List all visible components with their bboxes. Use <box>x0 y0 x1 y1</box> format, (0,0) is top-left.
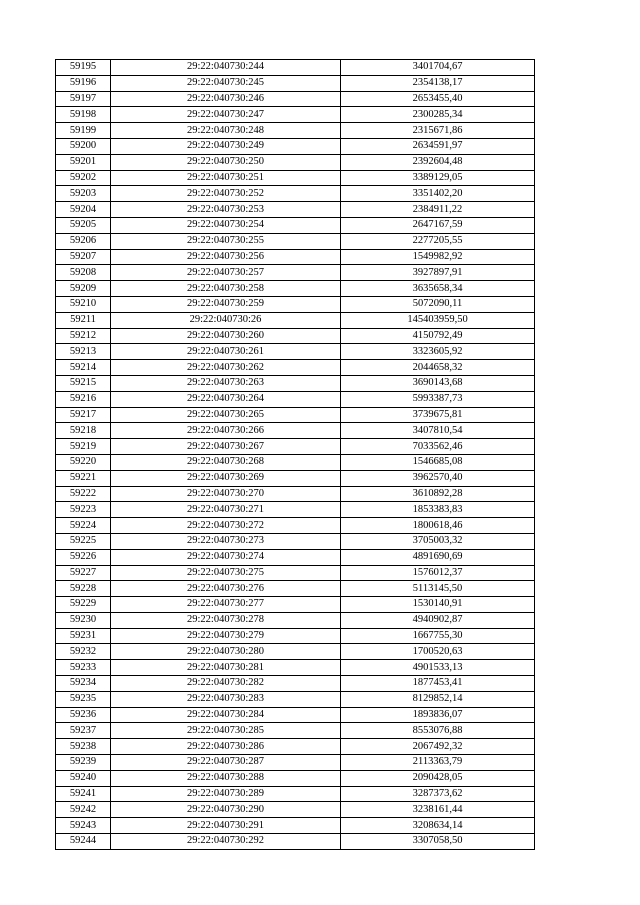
cadastral-value-cell: 3635658,34 <box>341 281 535 297</box>
row-id-cell: 59239 <box>56 755 111 771</box>
row-id-cell: 59210 <box>56 296 111 312</box>
cadastral-value-cell: 2067492,32 <box>341 739 535 755</box>
table-row <box>56 502 535 518</box>
cadastral-value-cell: 2647167,59 <box>341 217 535 233</box>
cadastral-value-cell: 3351402,20 <box>341 186 535 202</box>
cadastral-number-cell: 29:22:040730:275 <box>111 565 341 581</box>
cadastral-number-cell: 29:22:040730:256 <box>111 249 341 265</box>
table-row <box>56 328 535 344</box>
cadastral-number-cell: 29:22:040730:265 <box>111 407 341 423</box>
table-row <box>56 533 535 549</box>
cadastral-number-cell: 29:22:040730:258 <box>111 281 341 297</box>
row-id-cell: 59225 <box>56 533 111 549</box>
table-row <box>56 739 535 755</box>
cadastral-number-cell: 29:22:040730:266 <box>111 423 341 439</box>
cadastral-number-cell: 29:22:040730:288 <box>111 770 341 786</box>
row-id-cell: 59242 <box>56 802 111 818</box>
cadastral-value-cell: 3307058,50 <box>341 834 535 850</box>
cadastral-value-cell: 2044658,32 <box>341 360 535 376</box>
table-row <box>56 186 535 202</box>
row-id-cell: 59203 <box>56 186 111 202</box>
table-row <box>56 691 535 707</box>
table-row <box>56 549 535 565</box>
table-row <box>56 107 535 123</box>
cadastral-number-cell: 29:22:040730:251 <box>111 170 341 186</box>
cadastral-number-cell: 29:22:040730:273 <box>111 533 341 549</box>
cadastral-value-cell: 1700520,63 <box>341 644 535 660</box>
table-row <box>56 312 535 328</box>
table-row <box>56 407 535 423</box>
table-row <box>56 676 535 692</box>
row-id-cell: 59230 <box>56 612 111 628</box>
table-row <box>56 375 535 391</box>
cadastral-number-cell: 29:22:040730:245 <box>111 75 341 91</box>
table-row <box>56 170 535 186</box>
cadastral-value-cell: 2277205,55 <box>341 233 535 249</box>
cadastral-value-cell: 3962570,40 <box>341 470 535 486</box>
cadastral-number-cell: 29:22:040730:254 <box>111 217 341 233</box>
cadastral-value-cell: 1877453,41 <box>341 676 535 692</box>
row-id-cell: 59208 <box>56 265 111 281</box>
cadastral-value-cell: 2113363,79 <box>341 755 535 771</box>
cadastral-number-cell: 29:22:040730:262 <box>111 360 341 376</box>
cadastral-number-cell: 29:22:040730:246 <box>111 91 341 107</box>
row-id-cell: 59214 <box>56 360 111 376</box>
cadastral-value-cell: 1893836,07 <box>341 707 535 723</box>
cadastral-value-cell: 3610892,28 <box>341 486 535 502</box>
row-id-cell: 59221 <box>56 470 111 486</box>
cadastral-value-cell: 2653455,40 <box>341 91 535 107</box>
cadastral-value-cell: 3739675,81 <box>341 407 535 423</box>
cadastral-value-cell: 1530140,91 <box>341 597 535 613</box>
cadastral-value-cell: 2634591,97 <box>341 138 535 154</box>
row-id-cell: 59220 <box>56 454 111 470</box>
row-id-cell: 59205 <box>56 217 111 233</box>
cadastral-value-cell: 2090428,05 <box>341 770 535 786</box>
table-row <box>56 391 535 407</box>
row-id-cell: 59218 <box>56 423 111 439</box>
table-row <box>56 281 535 297</box>
table-row <box>56 91 535 107</box>
table-row <box>56 470 535 486</box>
table-row <box>56 296 535 312</box>
cadastral-number-cell: 29:22:040730:261 <box>111 344 341 360</box>
cadastral-value-cell: 3238161,44 <box>341 802 535 818</box>
cadastral-number-cell: 29:22:040730:287 <box>111 755 341 771</box>
cadastral-number-cell: 29:22:040730:253 <box>111 202 341 218</box>
row-id-cell: 59240 <box>56 770 111 786</box>
table-row <box>56 518 535 534</box>
cadastral-value-table <box>55 59 535 850</box>
table-row <box>56 707 535 723</box>
cadastral-value-cell: 8553076,88 <box>341 723 535 739</box>
row-id-cell: 59232 <box>56 644 111 660</box>
table-row <box>56 138 535 154</box>
table-body <box>56 60 535 850</box>
table-row <box>56 660 535 676</box>
table-row <box>56 818 535 834</box>
cadastral-number-cell: 29:22:040730:263 <box>111 375 341 391</box>
cadastral-value-cell: 1800618,46 <box>341 518 535 534</box>
cadastral-value-cell: 145403959,50 <box>341 312 535 328</box>
cadastral-value-cell: 5993387,73 <box>341 391 535 407</box>
row-id-cell: 59228 <box>56 581 111 597</box>
table-container <box>55 59 535 850</box>
row-id-cell: 59235 <box>56 691 111 707</box>
cadastral-value-cell: 7033562,46 <box>341 439 535 455</box>
table-row <box>56 802 535 818</box>
cadastral-number-cell: 29:22:040730:280 <box>111 644 341 660</box>
row-id-cell: 59223 <box>56 502 111 518</box>
cadastral-number-cell: 29:22:040730:264 <box>111 391 341 407</box>
cadastral-value-cell: 1667755,30 <box>341 628 535 644</box>
cadastral-number-cell: 29:22:040730:268 <box>111 454 341 470</box>
row-id-cell: 59222 <box>56 486 111 502</box>
cadastral-number-cell: 29:22:040730:285 <box>111 723 341 739</box>
row-id-cell: 59226 <box>56 549 111 565</box>
cadastral-value-cell: 4150792,49 <box>341 328 535 344</box>
row-id-cell: 59202 <box>56 170 111 186</box>
cadastral-value-cell: 2300285,34 <box>341 107 535 123</box>
cadastral-value-cell: 3323605,92 <box>341 344 535 360</box>
cadastral-value-cell: 5113145,50 <box>341 581 535 597</box>
table-row <box>56 233 535 249</box>
row-id-cell: 59227 <box>56 565 111 581</box>
table-row <box>56 202 535 218</box>
row-id-cell: 59241 <box>56 786 111 802</box>
cadastral-value-cell: 4940902,87 <box>341 612 535 628</box>
row-id-cell: 59213 <box>56 344 111 360</box>
cadastral-number-cell: 29:22:040730:252 <box>111 186 341 202</box>
table-row <box>56 834 535 850</box>
cadastral-value-cell: 2315671,86 <box>341 123 535 139</box>
cadastral-number-cell: 29:22:040730:290 <box>111 802 341 818</box>
cadastral-number-cell: 29:22:040730:281 <box>111 660 341 676</box>
cadastral-number-cell: 29:22:040730:277 <box>111 597 341 613</box>
cadastral-value-cell: 3287373,62 <box>341 786 535 802</box>
row-id-cell: 59231 <box>56 628 111 644</box>
cadastral-number-cell: 29:22:040730:276 <box>111 581 341 597</box>
row-id-cell: 59211 <box>56 312 111 328</box>
cadastral-number-cell: 29:22:040730:247 <box>111 107 341 123</box>
table-row <box>56 454 535 470</box>
cadastral-number-cell: 29:22:040730:278 <box>111 612 341 628</box>
cadastral-number-cell: 29:22:040730:250 <box>111 154 341 170</box>
cadastral-number-cell: 29:22:040730:269 <box>111 470 341 486</box>
row-id-cell: 59196 <box>56 75 111 91</box>
cadastral-value-cell: 4891690,69 <box>341 549 535 565</box>
table-row <box>56 581 535 597</box>
table-row <box>56 770 535 786</box>
row-id-cell: 59216 <box>56 391 111 407</box>
cadastral-value-cell: 1576012,37 <box>341 565 535 581</box>
table-row <box>56 265 535 281</box>
row-id-cell: 59199 <box>56 123 111 139</box>
row-id-cell: 59198 <box>56 107 111 123</box>
row-id-cell: 59195 <box>56 60 111 76</box>
row-id-cell: 59207 <box>56 249 111 265</box>
row-id-cell: 59237 <box>56 723 111 739</box>
table-row <box>56 217 535 233</box>
cadastral-value-cell: 3208634,14 <box>341 818 535 834</box>
table-row <box>56 123 535 139</box>
cadastral-number-cell: 29:22:040730:274 <box>111 549 341 565</box>
cadastral-number-cell: 29:22:040730:279 <box>111 628 341 644</box>
cadastral-value-cell: 1546685,08 <box>341 454 535 470</box>
cadastral-number-cell: 29:22:040730:291 <box>111 818 341 834</box>
cadastral-number-cell: 29:22:040730:283 <box>111 691 341 707</box>
cadastral-value-cell: 3927897,91 <box>341 265 535 281</box>
row-id-cell: 59236 <box>56 707 111 723</box>
cadastral-value-cell: 5072090,11 <box>341 296 535 312</box>
cadastral-value-cell: 3407810,54 <box>341 423 535 439</box>
cadastral-value-cell: 1549982,92 <box>341 249 535 265</box>
cadastral-number-cell: 29:22:040730:267 <box>111 439 341 455</box>
cadastral-value-cell: 2354138,17 <box>341 75 535 91</box>
row-id-cell: 59217 <box>56 407 111 423</box>
cadastral-value-cell: 4901533,13 <box>341 660 535 676</box>
row-id-cell: 59209 <box>56 281 111 297</box>
cadastral-number-cell: 29:22:040730:259 <box>111 296 341 312</box>
cadastral-value-cell: 1853383,83 <box>341 502 535 518</box>
cadastral-number-cell: 29:22:040730:270 <box>111 486 341 502</box>
row-id-cell: 59204 <box>56 202 111 218</box>
cadastral-number-cell: 29:22:040730:292 <box>111 834 341 850</box>
row-id-cell: 59197 <box>56 91 111 107</box>
row-id-cell: 59201 <box>56 154 111 170</box>
row-id-cell: 59212 <box>56 328 111 344</box>
table-row <box>56 597 535 613</box>
table-row <box>56 344 535 360</box>
cadastral-number-cell: 29:22:040730:260 <box>111 328 341 344</box>
cadastral-number-cell: 29:22:040730:289 <box>111 786 341 802</box>
cadastral-number-cell: 29:22:040730:272 <box>111 518 341 534</box>
cadastral-number-cell: 29:22:040730:249 <box>111 138 341 154</box>
table-row <box>56 423 535 439</box>
cadastral-number-cell: 29:22:040730:284 <box>111 707 341 723</box>
cadastral-value-cell: 3401704,67 <box>341 60 535 76</box>
row-id-cell: 59224 <box>56 518 111 534</box>
table-row <box>56 723 535 739</box>
row-id-cell: 59243 <box>56 818 111 834</box>
cadastral-value-cell: 2392604,48 <box>341 154 535 170</box>
table-row <box>56 486 535 502</box>
cadastral-value-cell: 3705003,32 <box>341 533 535 549</box>
cadastral-value-cell: 3690143,68 <box>341 375 535 391</box>
cadastral-number-cell: 29:22:040730:26 <box>111 312 341 328</box>
table-row <box>56 786 535 802</box>
table-row <box>56 565 535 581</box>
cadastral-number-cell: 29:22:040730:271 <box>111 502 341 518</box>
row-id-cell: 59244 <box>56 834 111 850</box>
row-id-cell: 59219 <box>56 439 111 455</box>
row-id-cell: 59234 <box>56 676 111 692</box>
table-row <box>56 249 535 265</box>
table-row <box>56 154 535 170</box>
cadastral-number-cell: 29:22:040730:257 <box>111 265 341 281</box>
cadastral-value-cell: 2384911,22 <box>341 202 535 218</box>
cadastral-value-cell: 3389129,05 <box>341 170 535 186</box>
cadastral-number-cell: 29:22:040730:282 <box>111 676 341 692</box>
table-row <box>56 755 535 771</box>
table-row <box>56 439 535 455</box>
row-id-cell: 59229 <box>56 597 111 613</box>
table-row <box>56 360 535 376</box>
row-id-cell: 59233 <box>56 660 111 676</box>
cadastral-number-cell: 29:22:040730:244 <box>111 60 341 76</box>
row-id-cell: 59238 <box>56 739 111 755</box>
table-row <box>56 612 535 628</box>
cadastral-value-cell: 8129852,14 <box>341 691 535 707</box>
row-id-cell: 59200 <box>56 138 111 154</box>
table-row <box>56 60 535 76</box>
cadastral-number-cell: 29:22:040730:255 <box>111 233 341 249</box>
row-id-cell: 59215 <box>56 375 111 391</box>
cadastral-number-cell: 29:22:040730:248 <box>111 123 341 139</box>
table-row <box>56 628 535 644</box>
table-row <box>56 644 535 660</box>
row-id-cell: 59206 <box>56 233 111 249</box>
cadastral-number-cell: 29:22:040730:286 <box>111 739 341 755</box>
table-row <box>56 75 535 91</box>
